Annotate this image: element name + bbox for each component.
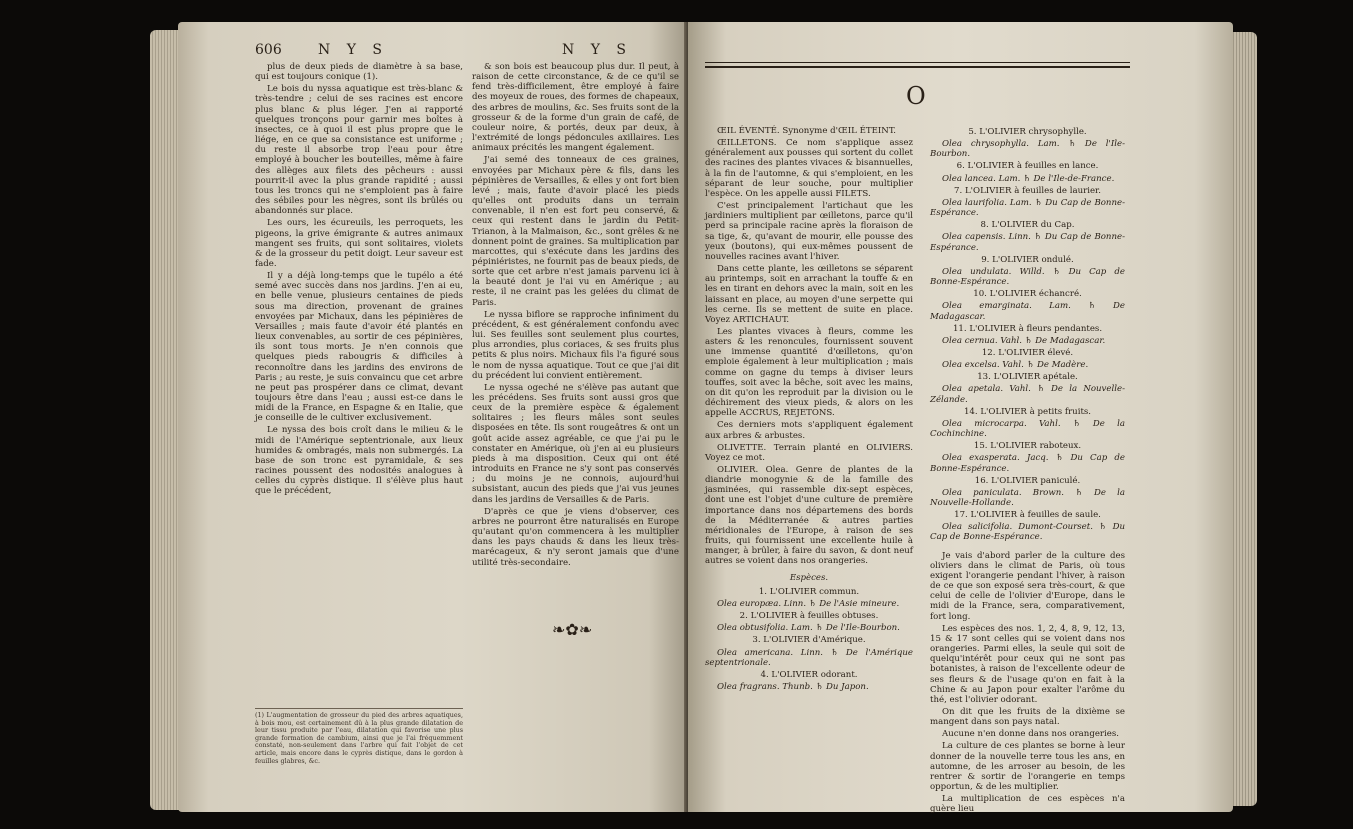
paragraph: Le nyssa biflore se rapproche infiniment du précédent, & est généralement confondu avec lui. Ses feuilles sont seulement plus courtes, plus arrondies, plus coriaces, & ses fruits plus petits & plus noirs. Michaux fils l'a figuré sous le nom de nyssa aquatique. Tout ce que j'ai dit du précédent lui convient entièrement. (472, 309, 679, 381)
species-entry: 8. L'OLIVIER du Cap. (980, 220, 1075, 231)
paragraph: On dit que les fruits de la dixième se mangent dans son pays natal. (930, 706, 1125, 728)
paragraph: J'ai semé des tonneaux de ces graines, envoyées par Michaux père & fils, dans les pépinières de Versailles, & elles y ont fort bien levé ; mais, faute d'avoir placé les pieds qu'elles ont produits dans un terrain convenable, il n'en est fort peu conservé, & ceux qui restent dans le jardin du Petit-Trianon, à la Malmaison, &c., sont grêles & ne donnent point de graines. Sa multiplication par marcottes, qui s'exécute dans les jardins des pépiniéristes, ne fournit pas de beaux pieds, de sorte que cet arbre n'est jamais parvenu ici à la beauté dont je l'ai vu en Amérique ; au reste, il ne craint pas les gelées du climat de Paris. (472, 155, 679, 308)
paragraph: Le nyssa ogeché ne s'élève pas autant que les précédens. Ses fruits sont aussi gros que ceux de la première espèce & également solitaires ; les fleurs mâles sont seules disposées en tête. Ils sont rougeâtres & ont un goût acide assez agréable, ce que j'ai pu le constater en Amérique, où j'en ai eu plusieurs pieds à ma disposition. Ceux qui ont été introduits en France ne s'y sont pas conservés ; du moins je ne connois, aujourd'hui subsistant, aucun des pieds que j'ai vus jeunes dans les jardins de Versailles & de Paris. (472, 382, 679, 505)
species-entry: Olea microcarpa. Vahl. ♄ De la Cochinchine. (930, 418, 1125, 440)
paragraph: ŒIL ÉVENTÉ. Synonyme d'ŒIL ÉTEINT. (717, 126, 897, 136)
species-heading: Espèces. (789, 572, 829, 583)
species-entry: Olea laurifolia. Lam. ♄ Du Cap de Bonne-Espérance. (930, 197, 1125, 219)
species-entry: 4. L'OLIVIER odorant. (760, 669, 858, 680)
species-entry: Olea apetala. Vahl. ♄ De la Nouvelle-Zélande. (930, 384, 1125, 405)
species-entry: 10. L'OLIVIER échancré. (973, 289, 1082, 300)
paragraph: D'après ce que je viens d'observer, ces arbres ne pourront être naturalisés en Europe qu'autant qu'on commencera à les multiplier dans les pays chauds & dans les lieux très-marécageux, & n'y seront jamais que d'une utilité très-secondaire. (472, 506, 679, 568)
paragraph: La culture de ces plantes se borne à leur donner de la nouvelle terre tous les ans, en automne, de les arroser au besoin, de les rentrer & sortir de l'orangerie en temps opportun, & de les multiplier. (930, 741, 1125, 793)
species-entry: Olea emarginata. Lam. ♄ De Madagascar. (930, 301, 1125, 322)
running-head-right: N Y S (562, 42, 632, 58)
footnote-rule (255, 708, 463, 709)
paragraph: Les ours, les écureuils, les perroquets, les pigeons, la grive émigrante & autres animaux mangent ses fruits, qui sont solitaires, violets & de la grosseur du petit doigt. Leur saveur est fade. (255, 218, 463, 269)
species-entry: 12. L'OLIVIER élevé. (981, 347, 1074, 358)
species-entry: 7. L'OLIVIER à feuilles de laurier. (954, 185, 1101, 196)
section-letter: O (906, 82, 926, 110)
species-entry: 9. L'OLIVIER ondulé. (981, 254, 1074, 265)
species-entry: Olea chrysophylla. Lam. ♄ De l'Ile-Bourbon. (930, 139, 1125, 160)
paragraph: Le nyssa des bois croît dans le milieu & le midi de l'Amérique septentrionale, aux lieux humides & ombragés, mais non submergés. La base de son tronc est pyramidale, & ses racines poussent des nodosités analogues à celles du cyprès distique. Il s'élève plus haut que le précédent, (255, 425, 463, 497)
running-head-left: N Y S (318, 42, 388, 58)
species-entry: Olea exasperata. Jacq. ♄ Du Cap de Bonne-Espérance. (930, 453, 1125, 474)
species-entry: Olea excelsa. Vahl. ♄ De Madère. (942, 360, 1089, 371)
footnote: (1) L'augmentation de grosseur du pied des arbres aquatiques, à bois mou, est certainement dû à la plus grande dilatation de leur tissu produite par l'eau, dilatation qui favorise une plus grande formation de cambium, ainsi que je l'ai fréquemment constaté, non-seulement dans l'arbre qui fait l'objet de cet article, mais encore dans le cyprès distique, dans le gordon à feuilles glabres, &c. (255, 711, 463, 765)
left-column-1 (255, 62, 463, 499)
right-column-2 (930, 127, 1125, 817)
paragraph: Il y a déjà long-temps que le tupélo a été semé avec succès dans nos jardins. J'en ai eu, en belle venue, plusieurs centaines de pieds sous ma direction, provenant de graines envoyées par Michaux, dans les pépinières de Versailles ; mais faute d'avoir été plantés en lieux convenables, au sortir de ces pépinières, ils sont tous morts. Je n'en connois que quelques pieds rabougris & difficiles à reconnoître dans les jardins des environs de Paris ; au reste, je suis convaincu que cet arbre ne peut pas prospérer dans ce climat, devant toujours être dans l'eau ; aussi est-ce dans le midi de la France, en Espagne & en Italie, que je conseille de le cultiver exclusivement. (255, 271, 463, 424)
species-entry: 1. L'OLIVIER commun. (758, 586, 860, 597)
top-rule-1 (705, 62, 1130, 63)
species-entry: 2. L'OLIVIER à feuilles obtuses. (739, 611, 879, 622)
paragraph: Ces derniers mots s'appliquent également aux arbres & arbustes. (705, 420, 913, 441)
species-entry: 14. L'OLIVIER à petits fruits. (963, 406, 1092, 417)
page-number: 606 (255, 42, 282, 58)
species-entry: Olea paniculata. Brown. ♄ De la Nouvelle-Hollande. (930, 487, 1125, 508)
species-entry: Olea lancea. Lam. ♄ De l'Ile-de-France. (942, 173, 1115, 184)
paragraph: ŒILLETONS. Ce nom s'applique assez généralement aux pousses qui sortent du collet des racines des plantes vivaces & bisannuelles, à la fin de l'automne, & qui s'emploient, en les séparant de leur souche, pour multiplier l'espèce. On les appelle aussi FILETS. (705, 138, 913, 199)
species-entry: 11. L'OLIVIER à fleurs pendantes. (952, 323, 1103, 334)
paragraph: Les espèces des nos. 1, 2, 4, 8, 9, 12, 13, 15 & 17 sont celles qui se voient dans nos orangeries. Parmi elles, la seule qui soit de quelqu'intérêt pour ceux qui ne sont pas botanistes, à raison de l'excellente odeur de ses fleurs & de l'usage qu'on en fait à la Chine & au Japon pour exalter l'arôme du thé, est l'olivier odorant. (930, 623, 1125, 705)
species-entry: Olea capensis. Linn. ♄ Du Cap de Bonne-Espérance. (930, 232, 1125, 253)
page-edges-left (150, 30, 180, 810)
species-entry: 3. L'OLIVIER d'Amérique. (752, 635, 866, 646)
paragraph: Je vais d'abord parler de la culture des oliviers dans le climat de Paris, où tous exigent l'orangerie pendant l'hiver, à raison de ce que son exposé sera très-court, & que celui de celle de l'olivier d'Europe, dans le midi de la France, sera, comparativement, fort long. (930, 550, 1125, 622)
paragraph: Le bois du nyssa aquatique est très-blanc & très-tendre ; celui de ses racines est encore plus blanc & plus léger. J'en ai rapporté quelques tronçons pour garnir mes boîtes à insectes, ce à quoi il est plus propre que le liége, en ce que sa consistance est uniforme ; du reste il absorbe trop l'eau pour être employé à boucher les bouteilles, même à faire des allèges aux filets des pêcheurs : aussi pourrit-il avec la plus grande rapidité ; aussi tous les troncs qui ne s'emploient pas à faire des sébiles pour les nègres, sont ils brûlés ou abandonnés sur place. (255, 84, 463, 217)
ornament: ❧✿❧ (552, 620, 593, 639)
species-entry: Olea europæa. Linn. ♄ De l'Asie mineure. (717, 598, 900, 609)
species-entry: Olea salicifolia. Dumont-Courset. ♄ Du Cap de Bonne-Espérance. (930, 522, 1125, 543)
paragraph: C'est principalement l'artichaut que les jardiniers multiplient par œilletons, parce qu'il perd sa principale racine après la floraison de sa tige, &, qu'avant de mourir, elle pousse des yeux (boutons), qui eux-mêmes poussent de nouvelles racines avant l'hiver. (705, 201, 913, 262)
paragraph: & son bois est beaucoup plus dur. Il peut, à raison de cette circonstance, & de ce qu'il se fend très-difficilement, être employé à faire des moyeux de roues, des formes de chapeaux, des arbres de moulins, &c. Ses fruits sont de la grosseur & de la forme d'un grain de café, de couleur noire, & portés, deux par deux, à l'extrémité de longs pédoncules axillaires. Les animaux précités les mangent également. (472, 62, 679, 154)
species-entry: 16. L'OLIVIER paniculé. (974, 475, 1081, 486)
species-entry: Olea cernua. Vahl. ♄ De Madagascar. (942, 335, 1106, 346)
species-entry: 6. L'OLIVIER à feuilles en lance. (956, 161, 1099, 172)
top-rule-2 (705, 66, 1130, 68)
paragraph: plus de deux pieds de diamètre à sa base, qui est toujours conique (1). (255, 62, 463, 83)
species-entry: 13. L'OLIVIER apétale. (977, 372, 1078, 383)
species-entry: 15. L'OLIVIER raboteux. (973, 441, 1082, 452)
paragraph: Aucune n'en donne dans nos orangeries. (942, 729, 1120, 740)
paragraph: OLIVETTE. Terrain planté en OLIVIERS. Voyez ce mot. (705, 442, 913, 463)
species-entry: Olea undulata. Willd. ♄ Du Cap de Bonne-Espérance. (930, 266, 1125, 288)
species-entry: Olea fragrans. Thunb. ♄ Du Japon. (717, 681, 869, 692)
species-entry: Olea obtusifolia. Lam. ♄ De l'Ile-Bourbon. (717, 623, 900, 634)
paragraph: Les plantes vivaces à fleurs, comme les asters & les renoncules, fournissent souvent une immense quantité d'œilletons, qu'on emploie également à leur multiplication ; mais comme on gagne du temps à diviser leurs touffes, soit avec la bêche, soit avec les mains, on dit qu'on les reproduit par la division ou le déchirement des vieux pieds, & alors on les appelle ACCRUS, REJETONS. (705, 326, 913, 419)
page-edges-right (1231, 32, 1257, 806)
species-entry: Olea americana. Linn. ♄ De l'Amérique septentrionale. (705, 647, 913, 668)
species-entry: 5. L'OLIVIER chrysophylle. (968, 127, 1087, 137)
paragraph: OLIVIER. Olea. Genre de plantes de la diandrie monogynie & de la famille des jasminées, qui rassemble dix-sept espèces, dont une est l'objet d'une culture de première importance dans nos départemens des bords de la Méditerranée & autres parties méridionales de l'Europe, à raison de ses fruits, qui fournissent une excellente huile à manger, à brûler, à faire du savon, & dont neuf autres se voient dans nos orangeries. (705, 465, 913, 567)
left-column-2 (472, 62, 679, 570)
paragraph: La multiplication de ces espèces n'a guère lieu (930, 794, 1125, 815)
paragraph: Dans cette plante, les œilletons se séparent au printemps, soit en arrachant la touffe & en les en tirant en dehors avec la main, soit en les laissant en place, au moyen d'une serpette qui les cerne. Ils se mettent de suite en place. Voyez ARTICHAUT. (705, 264, 913, 325)
right-column-1 (705, 126, 913, 694)
species-entry: 17. L'OLIVIER à feuilles de saule. (954, 510, 1101, 521)
